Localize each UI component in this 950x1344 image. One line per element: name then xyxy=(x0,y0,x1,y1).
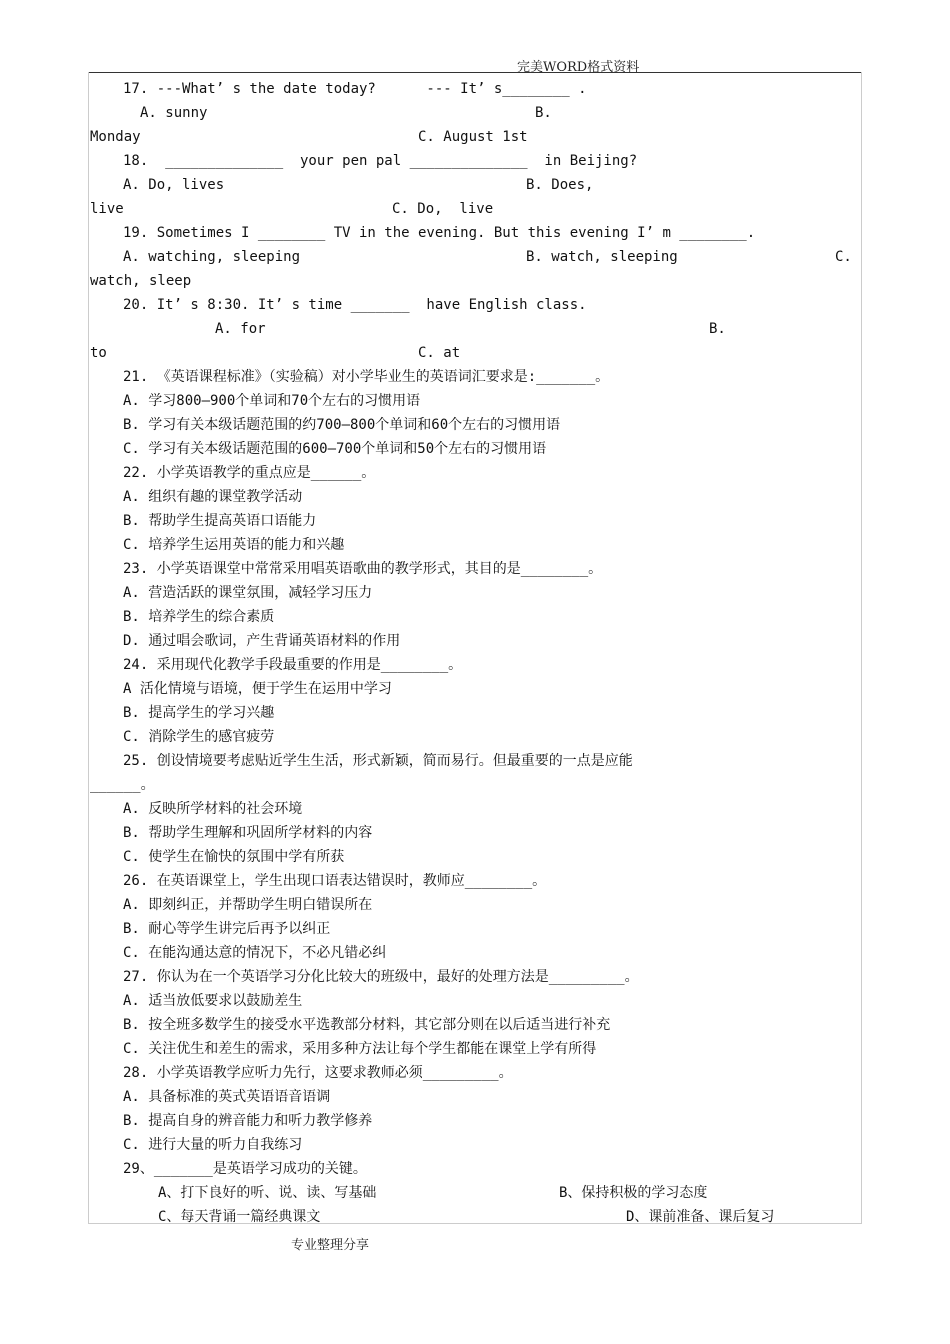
q29-option-c: C、每天背诵一篇经典课文 xyxy=(158,1209,321,1225)
q20-option-c: C. at xyxy=(418,345,461,361)
q17-option-a: A. sunny xyxy=(140,105,208,121)
page-frame-right xyxy=(861,72,862,1224)
q25-option-a: A. 反映所学材料的社会环境 xyxy=(123,801,303,817)
q19-option-c-cont: watch, sleep xyxy=(90,273,192,289)
q22-option-a: A. 组织有趣的课堂教学活动 xyxy=(123,489,303,505)
q29-option-b: B、保持积极的学习态度 xyxy=(559,1185,708,1201)
q26-option-c: C. 在能沟通达意的情况下，不必凡错必纠 xyxy=(123,945,387,961)
q20-stem: 20. It’ s 8:30. It’ s time _______ have English class. xyxy=(123,297,587,313)
q20-option-a: A. for xyxy=(215,321,266,337)
q22-stem: 22. 小学英语教学的重点应是______。 xyxy=(123,465,376,481)
q26-option-a: A. 即刻纠正，并帮助学生明白错误所在 xyxy=(123,897,373,913)
q23-option-b: B. 培养学生的综合素质 xyxy=(123,609,275,625)
q18-option-b-cont: live xyxy=(90,201,124,217)
q26-option-b: B. 耐心等学生讲完后再予以纠正 xyxy=(123,921,331,937)
q29-option-a: A、打下良好的听、说、读、写基础 xyxy=(158,1185,377,1201)
q24-stem: 24. 采用现代化教学手段最重要的作用是________。 xyxy=(123,657,463,673)
page-footer: 专业整理分享 xyxy=(291,1238,370,1253)
q20-option-b: B. xyxy=(709,321,726,337)
q28-option-c: C. 进行大量的听力自我练习 xyxy=(123,1137,303,1153)
q23-stem: 23. 小学英语课堂中常常采用唱英语歌曲的教学形式，其目的是________。 xyxy=(123,561,603,577)
q29-stem: 29、_______是英语学习成功的关键。 xyxy=(123,1161,367,1177)
q18-option-c: C. Do, live xyxy=(392,201,494,217)
q27-option-c: C. 关注优生和差生的需求，采用多种方法让每个学生都能在课堂上学有所得 xyxy=(123,1041,597,1057)
q22-option-b: B. 帮助学生提高英语口语能力 xyxy=(123,513,317,529)
q17-stem: 17. ---What’ s the date today? --- It’ s________ . xyxy=(123,81,587,97)
q18-option-a: A. Do, lives xyxy=(123,177,225,193)
q18-option-b: B. Does, xyxy=(526,177,594,193)
q25-option-b: B. 帮助学生理解和巩固所学材料的内容 xyxy=(123,825,373,841)
header-rule xyxy=(88,72,862,73)
q19-option-a: A. watching, sleeping xyxy=(123,249,301,265)
q22-option-c: C. 培养学生运用英语的能力和兴趣 xyxy=(123,537,345,553)
q19-stem: 19. Sometimes I ________ TV in the evening. But this evening I’ m ________. xyxy=(123,225,756,241)
q21-option-b: B. 学习有关本级话题范围的约700—800个单词和60个左右的习惯用语 xyxy=(123,417,561,433)
q23-option-d: D. 通过唱会歌词，产生背诵英语材料的作用 xyxy=(123,633,401,649)
q18-stem: 18. ______________ your pen pal ______________ in Beijing? xyxy=(123,153,638,169)
q19-option-c: C. xyxy=(835,249,852,265)
q19-option-b: B. watch, sleeping xyxy=(526,249,678,265)
q24-option-c: C. 消除学生的感官疲劳 xyxy=(123,729,275,745)
q27-option-b: B. 按全班多数学生的接受水平选教部分材料，其它部分则在以后适当进行补充 xyxy=(123,1017,611,1033)
q27-option-a: A. 适当放低要求以鼓励差生 xyxy=(123,993,303,1009)
q26-stem: 26. 在英语课堂上，学生出现口语表达错误时，教师应________。 xyxy=(123,873,547,889)
page-header: 完美WORD格式资料 xyxy=(517,60,640,75)
q28-stem: 28. 小学英语教学应听力先行，这要求教师必须_________。 xyxy=(123,1065,513,1081)
q21-stem: 21. 《英语课程标准》（实验稿）对小学毕业生的英语词汇要求是:_______。 xyxy=(123,369,610,385)
page-frame-left xyxy=(88,72,89,1224)
q24-option-b: B. 提高学生的学习兴趣 xyxy=(123,705,275,721)
q25-stem-cont: ______。 xyxy=(90,777,155,793)
q17-option-b-cont: Monday xyxy=(90,129,141,145)
q29-option-d: D、课前准备、课后复习 xyxy=(626,1209,775,1225)
q28-option-a: A. 具备标准的英式英语语音语调 xyxy=(123,1089,331,1105)
q23-option-a: A. 营造活跃的课堂氛围，减轻学习压力 xyxy=(123,585,373,601)
q27-stem: 27. 你认为在一个英语学习分化比较大的班级中，最好的处理方法是_________。 xyxy=(123,969,639,985)
q28-option-b: B. 提高自身的辨音能力和听力教学修养 xyxy=(123,1113,373,1129)
q17-option-b: B. xyxy=(535,105,552,121)
q21-option-a: A. 学习800—900个单词和70个左右的习惯用语 xyxy=(123,393,421,409)
q21-option-c: C. 学习有关本级话题范围的600—700个单词和50个左右的习惯用语 xyxy=(123,441,547,457)
q17-option-c: C. August 1st xyxy=(418,129,528,145)
q24-option-a: A 活化情境与语境，便于学生在运用中学习 xyxy=(123,681,392,697)
q25-stem: 25. 创设情境要考虑贴近学生生活，形式新颖，简而易行。但最重要的一点是应能 xyxy=(123,753,633,769)
q20-option-b-cont: to xyxy=(90,345,107,361)
q25-option-c: C. 使学生在愉快的氛围中学有所获 xyxy=(123,849,345,865)
